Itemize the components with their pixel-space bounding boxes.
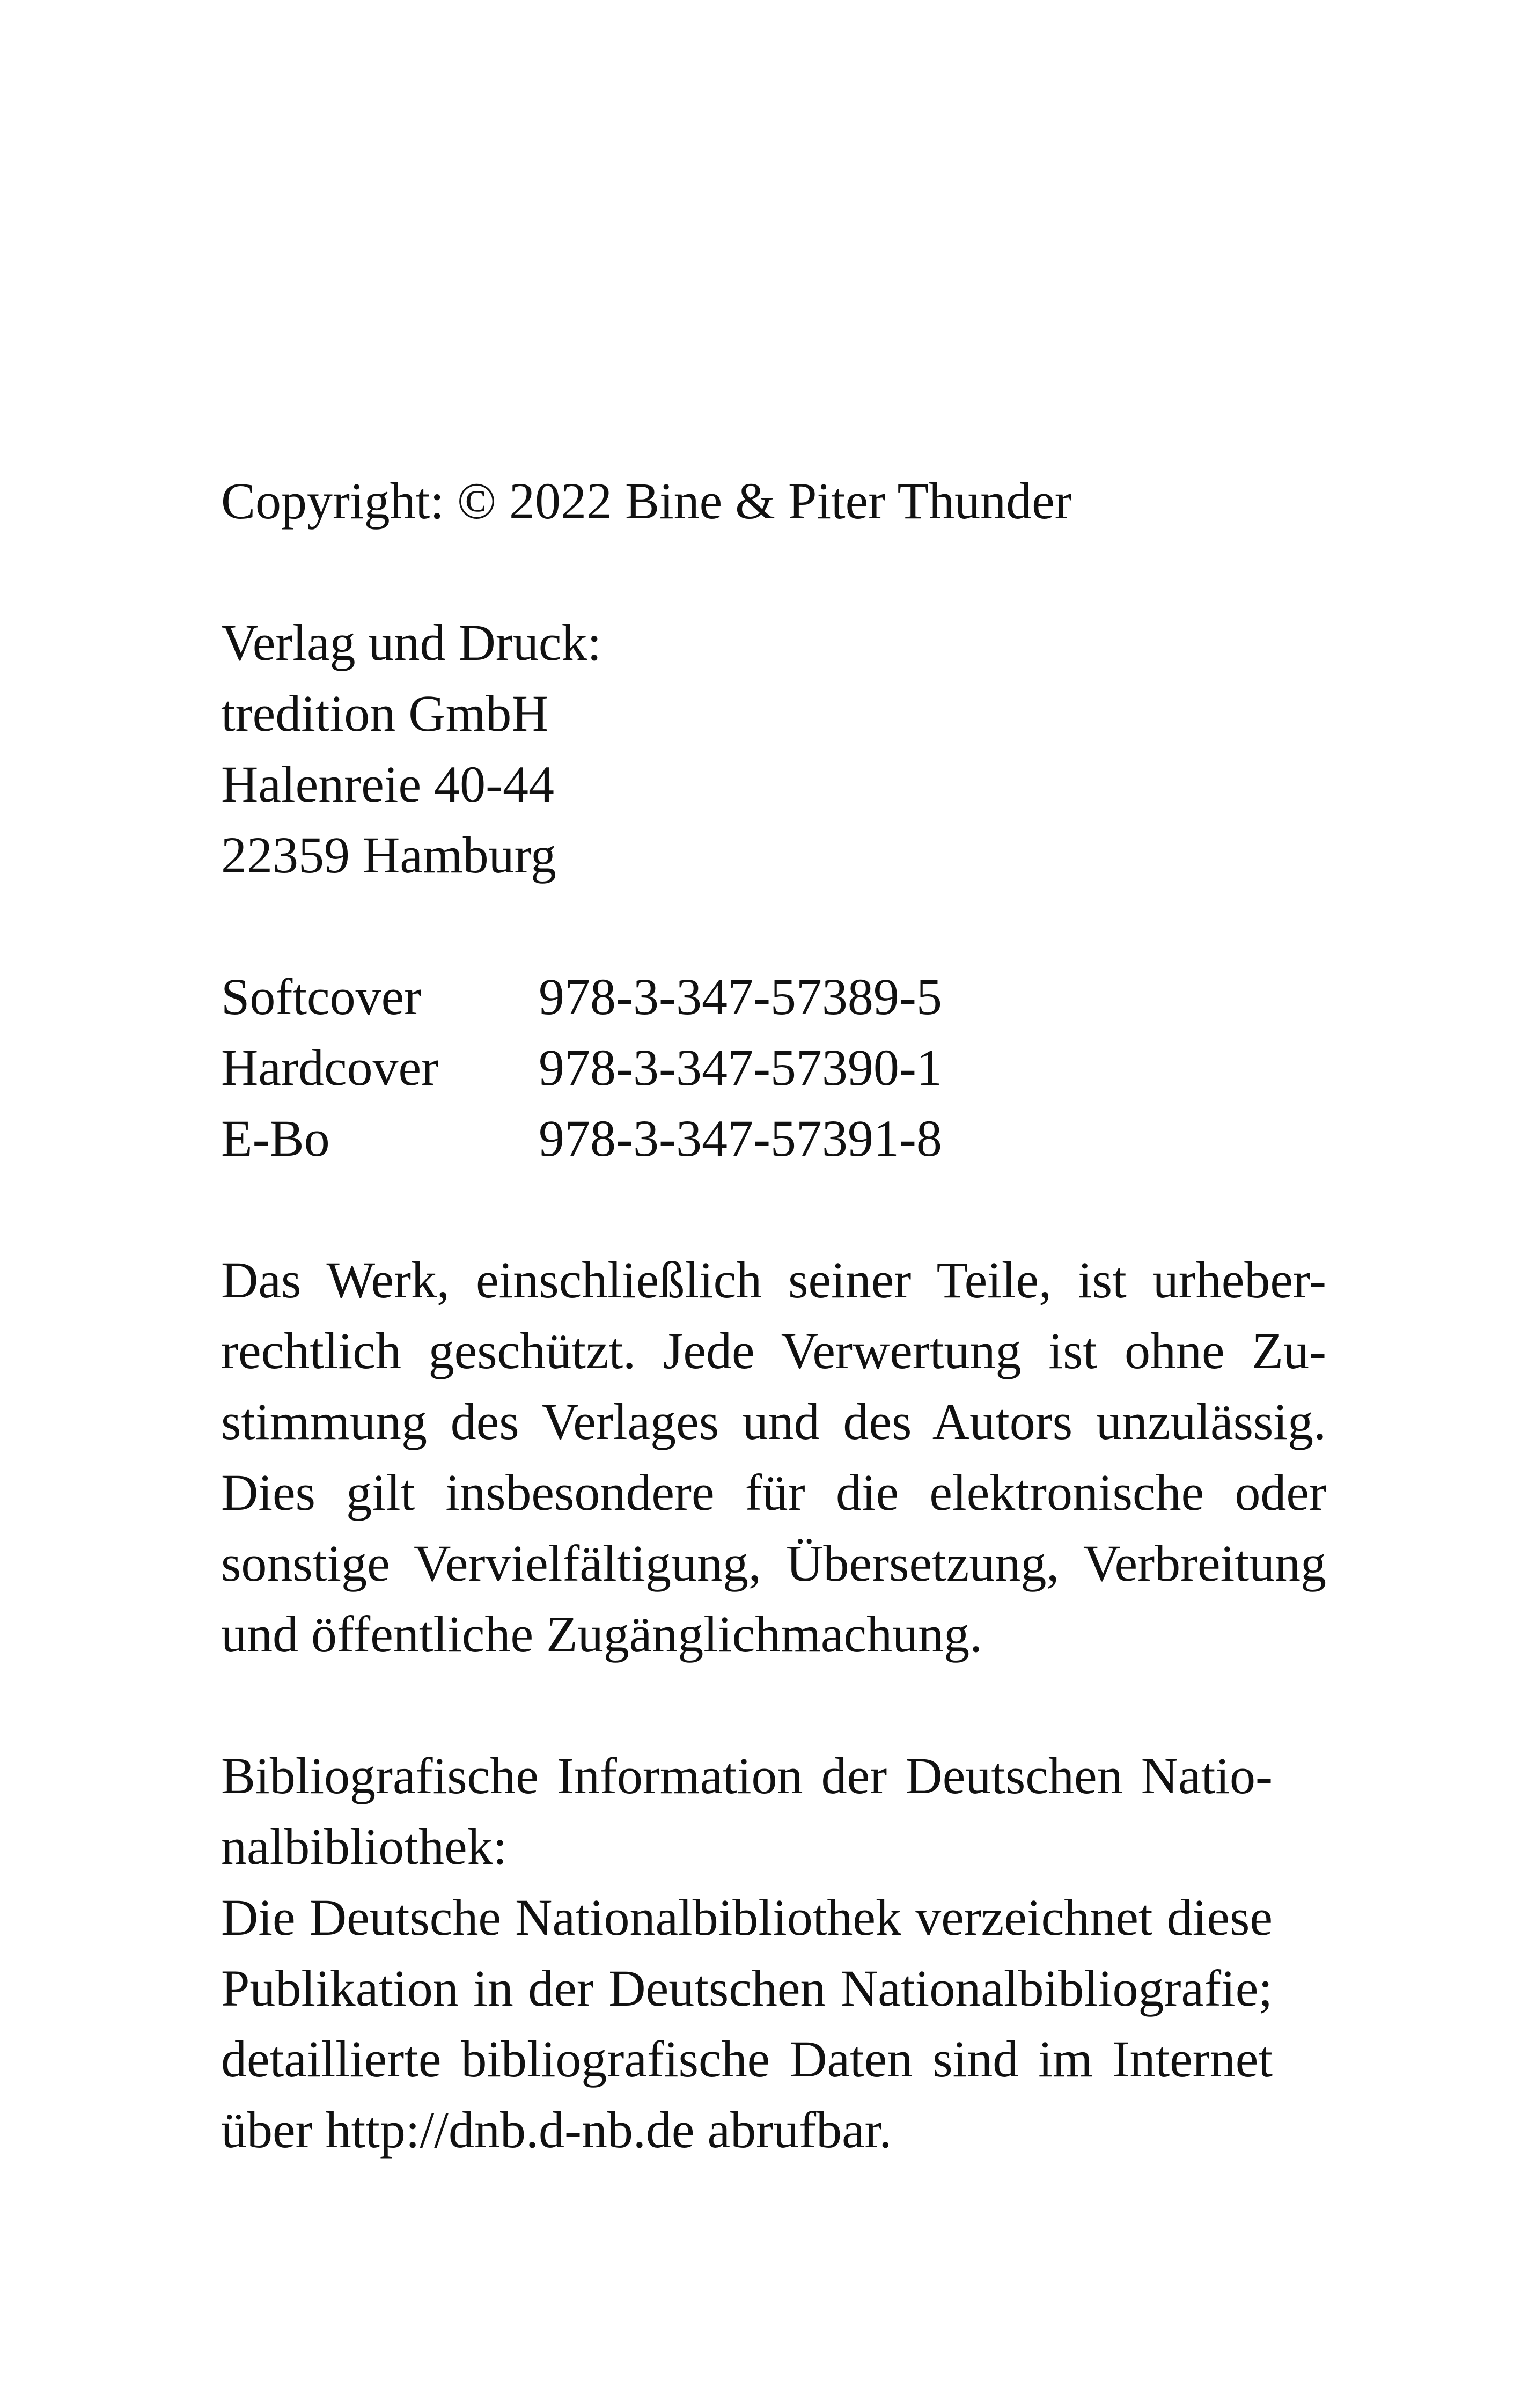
spacer [221,1174,1326,1245]
isbn-number: 978-3-347-57389-5 [539,968,942,1025]
imprint-page [221,466,1326,2165]
publisher-block [221,607,1326,891]
rights-paragraph [221,1245,1326,1670]
isbn-row-hardcover [221,1032,1326,1103]
rights-line: rechtlich geschützt. Jede Verwertung ist ohne Zu- [221,1322,1326,1379]
isbn-row-ebook [221,1103,1326,1174]
rights-line: stimmung des Verlages und des Autors unzulässig. [221,1393,1326,1450]
dnb-line: über http://dnb.d-nb.de abrufbar. [221,2101,892,2159]
publisher-name: tredition GmbH [221,685,549,742]
spacer [221,891,1326,961]
isbn-row-softcover [221,961,1326,1032]
isbn-number: 978-3-347-57391-8 [539,1110,942,1167]
dnb-line: detaillierte bibliografische Daten sind im Internet [221,2030,1273,2088]
isbn-table [221,961,1326,1174]
isbn-number: 978-3-347-57390-1 [539,1039,942,1096]
dnb-line: Publikation in der Deutschen Nationalbibliografie; [221,1959,1273,2017]
copyright-line: Copyright: © 2022 Bine & Piter Thunder [221,472,1072,530]
rights-line: sonstige Vervielfältigung, Übersetzung, Verbreitung [221,1535,1326,1592]
publisher-heading: Verlag und Druck: [221,614,602,671]
publisher-city: 22359 Hamburg [221,826,556,884]
dnb-line: Bibliografische Information der Deutschen Natio- [221,1747,1273,1804]
rights-line: Das Werk, einschließlich seiner Teile, ist urheber- [221,1251,1326,1309]
isbn-label: Hardcover [221,1039,439,1096]
isbn-label: E-Bo [221,1110,330,1167]
spacer [221,537,1326,607]
dnb-line: nalbibliothek: [221,1818,508,1875]
dnb-paragraph [221,1741,1273,2165]
publisher-street: Halenreie 40-44 [221,755,555,813]
rights-line: und öffentliche Zugänglichmachung. [221,1605,983,1663]
isbn-label: Softcover [221,968,422,1025]
spacer [221,1670,1326,1741]
rights-line: Dies gilt insbesondere für die elektronische oder [221,1464,1326,1521]
dnb-line: Die Deutsche Nationalbibliothek verzeichnet diese [221,1889,1273,1946]
